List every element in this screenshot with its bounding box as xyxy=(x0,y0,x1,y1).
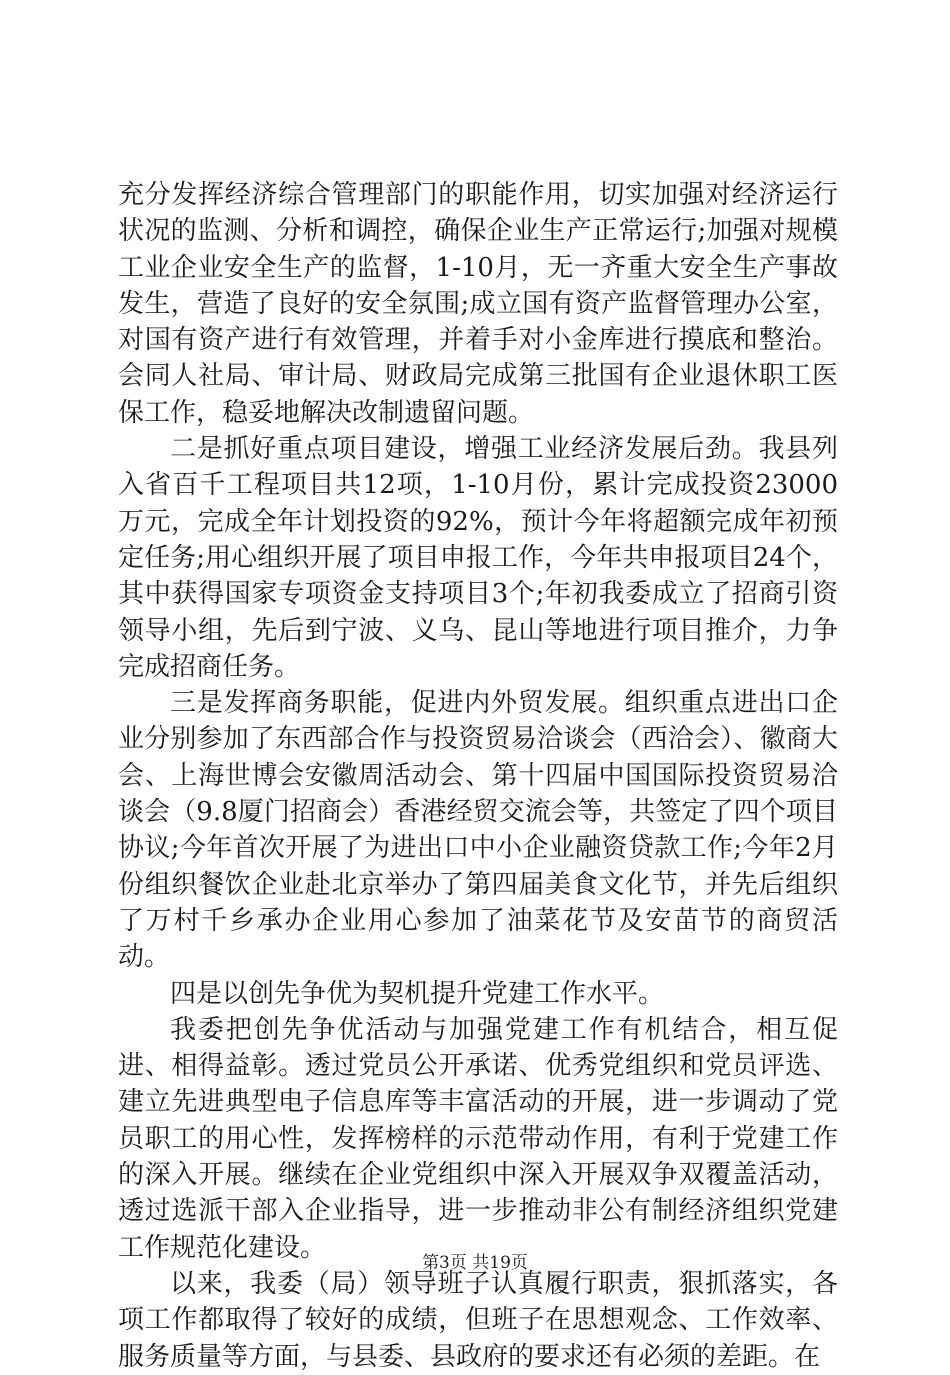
paragraph-1: 充分发挥经济综合管理部门的职能作用，切实加强对经济运行状况的监测、分析和调控，确保企业生产正常运行;加强对规模工业企业安全生产的监督，1-10月，无一齐重大安全生产事故发生，营造了良好的安全氛围;成立国有资产监督管理办公室，对国有资产进行有效管理，并着手对小金库进行摸底和整治。会同人社局、审计局、财政局完成第三批国有企业退休职工医保工作，稳妥地解决改制遗留问题。 xyxy=(118,180,838,428)
paragraph-4: 四是以创先争优为契机提升党建工作水平。 xyxy=(170,978,665,1009)
paragraph-6: 以来，我委（局）领导班子认真履行职责，狠抓落实，各项工作都取得了较好的成绩，但班子在思想观念、工作效率、服务质量等方面，与县委、县政府的要求还有必须的差距。在 xyxy=(118,1268,838,1372)
document-body xyxy=(118,177,838,1375)
paragraph-3: 三是发挥商务职能，促进内外贸发展。组织重点进出口企业分别参加了东西部合作与投资贸易洽谈会（西洽会）、徽商大会、上海世博会安徽周活动会、第十四届中国国际投资贸易洽谈会（9.8厦门招商会）香港经贸交流会等，共签定了四个项目协议;今年首次开展了为进出口中小企业融资贷款工作;今年2月份组织餐饮企业赴北京举办了第四届美食文化节，并先后组织了万村千乡承办企业用心参加了油菜花节及安苗节的商贸活动。 xyxy=(118,688,838,973)
page-number-label: 第3页 共19页 xyxy=(422,1253,528,1273)
paragraph-5: 我委把创先争优活动与加强党建工作有机结合，相互促进、相得益彰。透过党员公开承诺、优秀党组织和党员评选、建立先进典型电子信息库等丰富活动的开展，进一步调动了党员职工的用心性，发挥榜样的示范带动作用，有利于党建工作的深入开展。继续在企业党组织中深入开展双争双覆盖活动，透过选派干部入企业指导，进一步推动非公有制经济组织党建工作规范化建设。 xyxy=(118,1014,838,1263)
page-footer xyxy=(0,1248,950,1273)
paragraph-2: 二是抓好重点项目建设，增强工业经济发展后劲。我县列入省百千工程项目共12项，1-10月份，累计完成投资23000万元，完成全年计划投资的92%，预计今年将超额完成年初预定任务;用心组织开展了项目申报工作，今年共申报项目24个，其中获得国家专项资金支持项目3个;年初我委成立了招商引资领导小组，先后到宁波、义乌、昆山等地进行项目推介，力争完成招商任务。 xyxy=(118,434,838,682)
